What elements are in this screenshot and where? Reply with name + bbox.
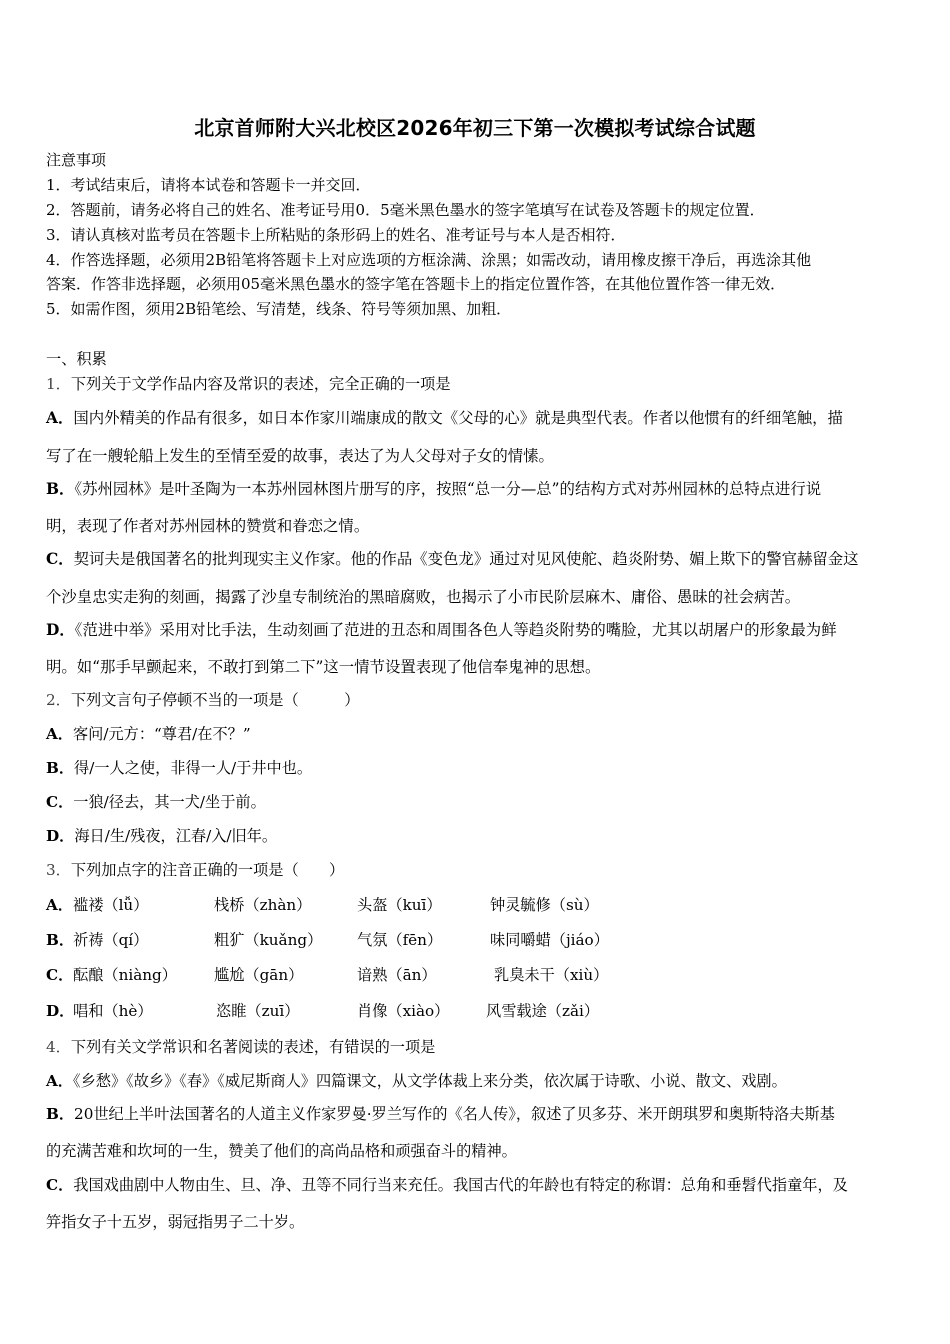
question-number: 4． [46,1038,71,1056]
q1-option-c: C．契诃夫是俄国著名的批判现实主义作家。他的作品《变色龙》通过对见风使舵、趋炎附势、媚上欺下的警官赫留金这 [46,550,859,568]
option-label: D． [46,1002,75,1020]
q1-option-d-cont: 明。如“那手早颤起来，不敢打到第二下”这一情节设置表现了他信奉鬼神的思想。 [46,658,601,676]
q4-option-b: B．20世纪上半叶法国著名的人道主义作家罗曼·罗兰写作的《名人传》，叙述了贝多芬、米开朗琪罗和奥斯特洛夫斯基 [46,1105,835,1123]
option-text: 国内外精美的作品有很多，如日本作家川端康成的散文《父母的心》就是典型代表。作者以他惯有的纤细笔触，描 [73,409,843,427]
pinyin-item: 祈祷（qí） [73,931,149,949]
question-number: 2． [46,691,71,709]
option-text: 客问/元方：“尊君/在不？” [72,725,251,743]
option-text: 海日/生/残夜，江春/入/旧年。 [74,827,278,845]
pinyin-item: 唱和（hè） [73,1002,153,1020]
q1-option-d: D．《范进中举》采用对比手法，生动刻画了范进的丑态和周围各色人等趋炎附势的嘴脸，尤其以胡屠户的形象最为鲜 [46,621,837,639]
q2-option-a: A．客问/元方：“尊君/在不？” [46,725,251,743]
q2-option-d: D．海日/生/残夜，江春/入/旧年。 [46,827,278,845]
page-title: 北京首师附大兴北校区2026年初三下第一次模拟考试综合试题 [194,116,756,140]
option-text: 《苏州园林》是叶圣陶为一本苏州园林图片册写的序，按照“总一分—总”的结构方式对苏州园林的总特点进行说 [74,480,822,498]
option-text: 契诃夫是俄国著名的批判现实主义作家。他的作品《变色龙》通过对见风使舵、趋炎附势、媚上欺下的警官赫留金这 [73,550,859,568]
option-text: 我国戏曲剧中人物由生、旦、净、丑等不同行当来充任。我国古代的年龄也有特定的称谓：总角和垂髫代指童年，及 [73,1176,848,1194]
question-4 [46,1037,435,1057]
pinyin-item: 谙熟（ān） [357,966,437,984]
question-stem: 下列文言句子停顿不当的一项是（ ） [70,691,360,709]
pinyin-item: 粗犷（kuǎng） [214,931,323,949]
q1-option-b-cont: 明，表现了作者对苏州园林的赞赏和眷恋之情。 [46,517,370,535]
pinyin-item: 肖像（xiào） [357,1002,450,1020]
pinyin-item: 褴褛（lǚ） [73,896,149,914]
option-text: 《范进中举》采用对比手法，生动刻画了范进的丑态和周围各色人等趋炎附势的嘴脸，尤其以胡屠户的形象最为鲜 [74,621,837,639]
question-1 [46,374,451,394]
pinyin-item: 风雪载途（zǎi） [486,1002,600,1020]
q4-option-b-cont: 的充满苦难和坎坷的一生，赞美了他们的高尚品格和顽强奋斗的精神。 [46,1142,517,1160]
q2-option-c: C．一狼/径去，其一犬/坐于前。 [46,793,266,811]
option-label: B． [46,931,75,949]
question-stem: 下列关于文学作品内容及常识的表述，完全正确的一项是 [70,375,451,393]
question-stem: 下列加点字的注音正确的一项是（ ） [70,861,345,879]
pinyin-item: 酝酿（niàng） [73,966,177,984]
pinyin-item: 气氛（fēn） [357,931,443,949]
pinyin-item: 钟灵毓修（sù） [490,896,599,914]
notes-item: 答案．作答非选择题，必须用05毫米黑色墨水的签字笔在答题卡上的指定位置作答，在其他位置作答一律无效． [46,275,786,293]
q1-option-a-cont: 写了在一艘轮船上发生的至情至爱的故事，表达了为人父母对子女的情愫。 [46,447,554,465]
notes-item: 2．答题前，请务必将自己的姓名、准考证号用0．5毫米黑色墨水的签字笔填写在试卷及答题卡的规定位置． [46,201,765,219]
q4-option-c-cont: 笄指女子十五岁，弱冠指男子二十岁。 [46,1213,305,1231]
pinyin-item: 恣睢（zuī） [216,1002,300,1020]
notes-item: 1．考试结束后，请将本试卷和答题卡一并交回． [46,176,371,194]
option-text: 一狼/径去，其一犬/坐于前。 [73,793,266,811]
notes-item: 5．如需作图，须用2B铅笔绘、写清楚，线条、符号等须加黑、加粗． [46,300,512,318]
section-heading: 一、积累 [46,350,107,368]
q4-option-a: A．《乡愁》《故乡》《春》《威尼斯商人》四篇课文，从文学体裁上来分类，依次属于诗歌、小说、散文、戏剧。 [46,1072,787,1090]
pinyin-item: 栈桥（zhàn） [214,896,312,914]
question-stem: 下列有关文学常识和名著阅读的表述，有错误的一项是 [70,1038,436,1056]
option-text: 《乡愁》《故乡》《春》《威尼斯商人》四篇课文，从文学体裁上来分类，依次属于诗歌、小说、散文、戏剧。 [72,1072,787,1090]
notes-item: 3．请认真核对监考员在答题卡上所粘贴的条形码上的姓名、准考证号与本人是否相符． [46,226,626,244]
option-text: 20世纪上半叶法国著名的人道主义作家罗曼·罗兰写作的《名人传》，叙述了贝多芬、米开朗琪罗和奥斯特洛夫斯基 [74,1105,835,1123]
question-number: 3． [46,861,71,879]
pinyin-item: 味同嚼蜡（jiáo） [490,931,609,949]
notes-heading: 注意事项 [46,151,107,169]
question-number: 1． [46,375,71,393]
q4-option-c: C．我国戏曲剧中人物由生、旦、净、丑等不同行当来充任。我国古代的年龄也有特定的称谓：总角和垂髫代指童年，及 [46,1176,848,1194]
pinyin-item: 头盔（kuī） [357,896,442,914]
q1-option-b: B．《苏州园林》是叶圣陶为一本苏州园林图片册写的序，按照“总一分—总”的结构方式对苏州园林的总特点进行说 [46,480,822,498]
notes-item: 4．作答选择题，必须用2B铅笔将答题卡上对应选项的方框涂满、涂黑；如需改动，请用橡皮擦干净后，再选涂其他 [46,251,812,269]
q1-option-a: A．国内外精美的作品有很多，如日本作家川端康成的散文《父母的心》就是典型代表。作者以他惯有的纤细笔触，描 [46,409,843,427]
q1-option-c-cont: 个沙皇忠实走狗的刻画，揭露了沙皇专制统治的黑暗腐败，也揭示了小市民阶层麻木、庸俗、愚昧的社会病苦。 [46,588,801,606]
q2-option-b: B．得/一人之使，非得一人/于井中也。 [46,759,313,777]
question-2 [46,690,359,710]
pinyin-item: 乳臭未干（xiù） [494,966,609,984]
question-3 [46,860,344,880]
pinyin-item: 尴尬（gān） [214,966,304,984]
option-label: C． [46,966,74,984]
option-text: 得/一人之使，非得一人/于井中也。 [74,759,313,777]
option-label: A． [46,896,73,914]
